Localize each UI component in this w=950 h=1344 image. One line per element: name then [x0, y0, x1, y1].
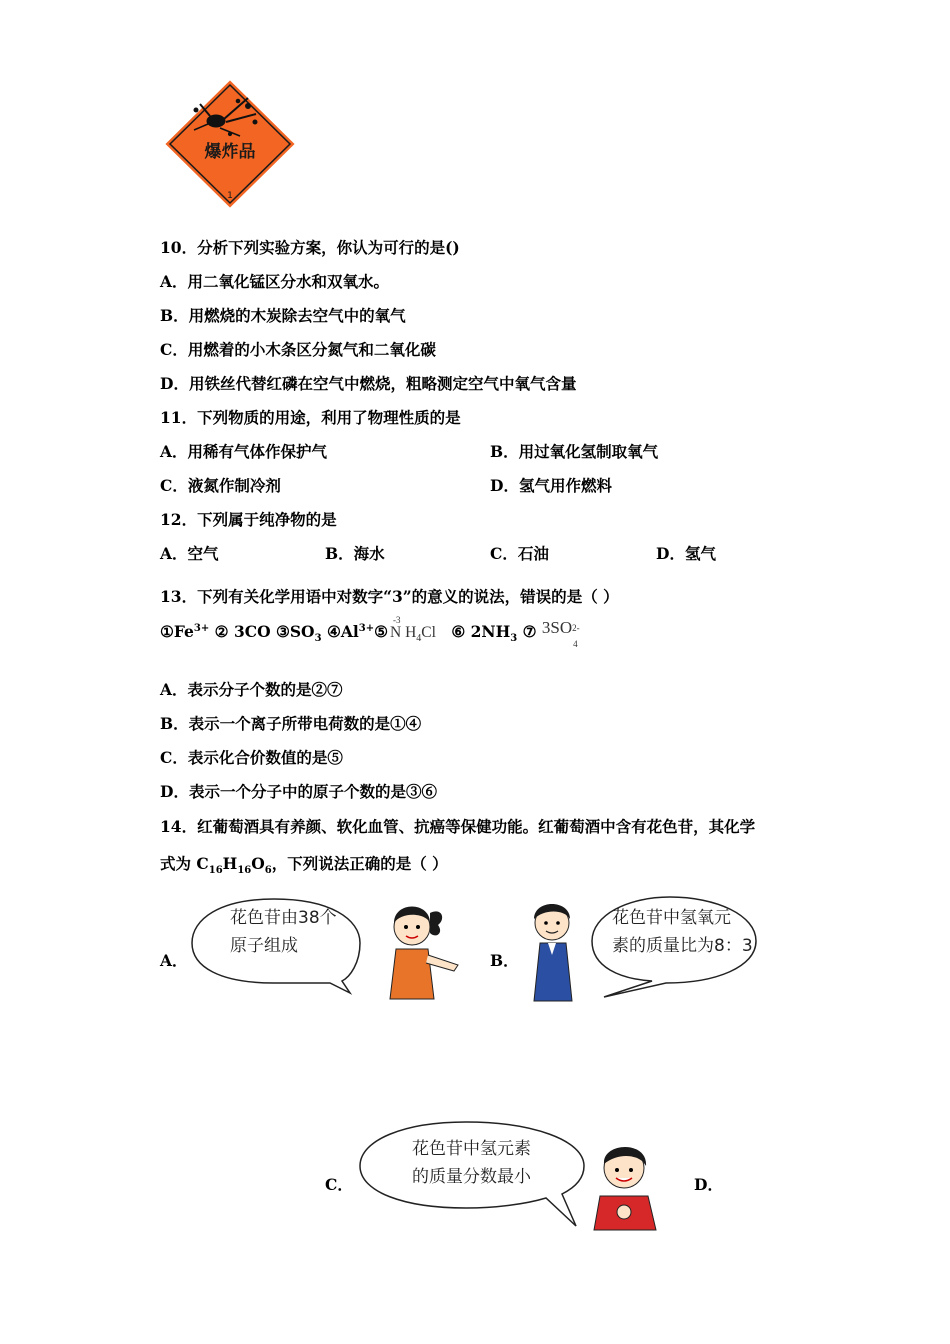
q14-option-a-label: A．	[160, 951, 188, 970]
q10-option-d: D．用铁丝代替红磷在空气中燃烧，粗略测定空气中氧气含量	[160, 374, 577, 393]
q10-stem: 10．分析下列实验方案，你认为可行的是()	[160, 238, 460, 257]
q12-option-c: C．石油	[490, 544, 549, 563]
sign-class-number: 1	[227, 191, 233, 201]
q13-formula-list: $①Fe^{3+}$ ② 3CO $③SO_3$ $④Al^{3+}⑤$ -3 N $H_4Cl$ ⑥ $2NH_3$ ⑦ 3SO 2- 4	[160, 622, 584, 644]
q12-option-a: A．空气	[160, 544, 219, 563]
svg-text:原子组成: 原子组成	[230, 936, 298, 956]
q10-option-a: A．用二氧化锰区分水和双氧水。	[160, 272, 390, 291]
q12-option-b: B．海水	[325, 544, 385, 563]
svg-text:花色苷中氢元素: 花色苷中氢元素	[412, 1139, 531, 1159]
speech-bubble	[592, 897, 756, 997]
q13-stem: 13．下列有关化学用语中对数字“3”的意义的说法，错误的是（ ）	[160, 587, 619, 606]
q11-option-a: A．用稀有气体作保护气	[160, 442, 328, 461]
q14-option-c-illustration	[356, 1118, 666, 1238]
svg-text:花色苷中氢氧元: 花色苷中氢氧元	[612, 908, 731, 928]
q10-option-c: C．用燃着的小木条区分氮气和二氧化碳	[160, 340, 436, 359]
q14-stem-line2: 式为 $C_{16}H_{16}O_6$，下列说法正确的是（ ）	[160, 854, 448, 877]
q14-option-b-illustration	[520, 893, 770, 1005]
q11-stem: 11．下列物质的用途，利用了物理性质的是	[160, 408, 461, 427]
q11-option-b: B．用过氧化氢制取氧气	[490, 442, 659, 461]
svg-text:花色苷由38个: 花色苷由38个	[230, 908, 337, 928]
q13-option-a: A．表示分子个数的是②⑦	[160, 680, 343, 699]
q14-option-b-label: B．	[490, 951, 519, 970]
svg-text:素的质量比为8：3: 素的质量比为8：3	[612, 936, 753, 956]
child-icon	[594, 1147, 656, 1230]
q13-option-c: C．表示化合价数值的是⑤	[160, 748, 343, 767]
nh4cl-formula: -3 N $H_4Cl$	[390, 615, 436, 645]
boy-icon	[534, 904, 572, 1001]
q11-option-c: C．液氮作制冷剂	[160, 476, 281, 495]
q13-option-b: B．表示一个离子所带电荷数的是①④	[160, 714, 422, 733]
girl-icon	[390, 907, 458, 1000]
q13-option-d: D．表示一个分子中的原子个数的是③⑥	[160, 782, 437, 801]
svg-text:的质量分数最小: 的质量分数最小	[412, 1167, 531, 1187]
sign-label: 爆炸品	[204, 142, 256, 162]
q12-stem: 12．下列属于纯净物的是	[160, 510, 337, 529]
q14-option-d-label: D．	[694, 1175, 723, 1194]
speech-bubble	[192, 899, 360, 993]
speech-bubble	[360, 1122, 584, 1226]
q12-option-d: D．氢气	[656, 544, 716, 563]
explosive-hazard-sign	[160, 76, 300, 212]
q10-option-b: B．用燃烧的木炭除去空气中的氧气	[160, 306, 406, 325]
q14-option-c-label: C．	[325, 1175, 353, 1194]
q11-option-d: D．氢气用作燃料	[490, 476, 612, 495]
so4-formula: 3SO 2- 4	[541, 618, 580, 649]
q14-option-a-illustration	[190, 893, 470, 1005]
q14-stem-line1: 14．红葡萄酒具有养颜、软化血管、抗癌等保健功能。红葡萄酒中含有花色苷，其化学	[160, 817, 756, 836]
